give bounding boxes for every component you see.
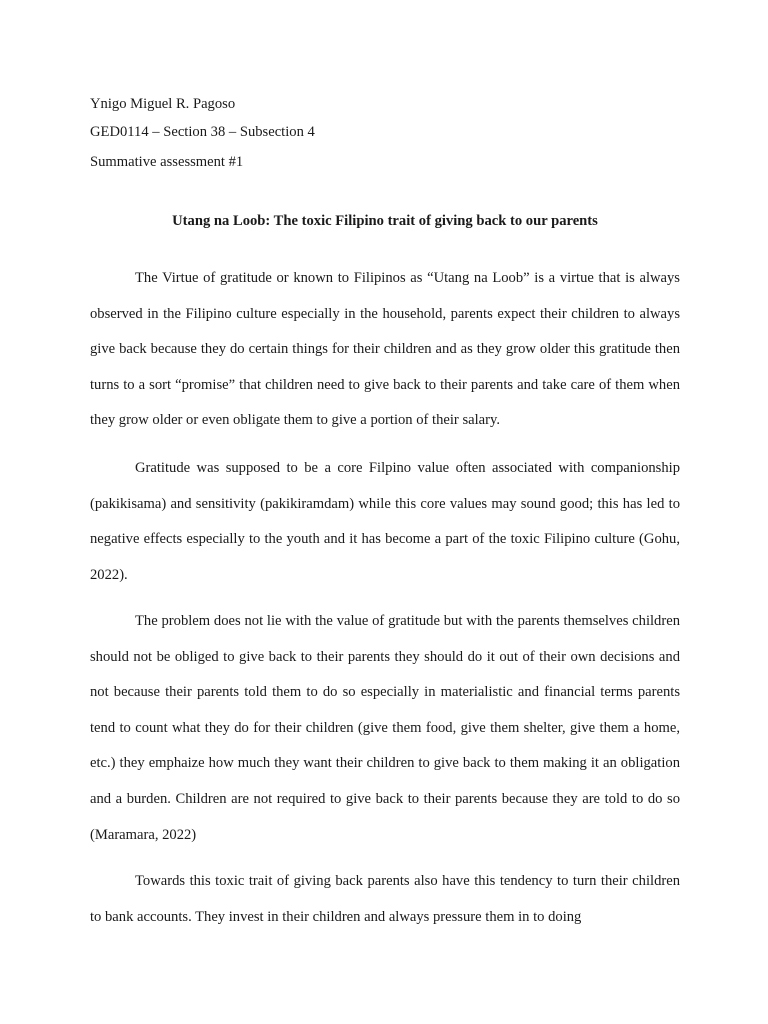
course-section: GED0114 – Section 38 – Subsection 4 bbox=[90, 124, 315, 140]
author-name: Ynigo Miguel R. Pagoso bbox=[90, 96, 236, 112]
paragraph-3: The problem does not lie with the value of gratitude but with the parents themselves children should not be obliged to give back to their parents they should do it out of their own decisions and not because their parents told them to do so especially in materialistic and financial terms parents tend to count what they do for their children (give them food, give them shelter, give them a home, etc.) they emphaize how much they want their children to give back to them making it an obligation and a burden. Children are not required to give back to their parents because they are told to do so (Maramara, 2022) bbox=[90, 613, 680, 843]
paragraph-4: Towards this toxic trait of giving back parents also have this tendency to turn their children to bank accounts. They invest in their children and always pressure them in to doing bbox=[90, 873, 680, 925]
paragraph-1: The Virtue of gratitude or known to Filipinos as “Utang na Loob” is a virtue that is always observed in the Filipino culture especially in the household, parents expect their children to always give back because they do certain things for their children and as they grow older this gratitude then turns to a sort “promise” that children need to give back to their parents and take care of them when they grow older or even obligate them to give a portion of their salary. bbox=[90, 270, 680, 429]
paragraph-2: Gratitude was supposed to be a core Filpino value often associated with companionship (pakikisama) and sensitivity (pakikiramdam) while this core values may sound good; this has led to negative effects especially to the youth and it has become a part of the toxic Filipino culture (Gohu, 2022). bbox=[90, 460, 680, 583]
assessment-label: Summative assessment #1 bbox=[90, 154, 244, 170]
essay-title: Utang na Loob: The toxic Filipino trait of giving back to our parents bbox=[172, 213, 598, 229]
